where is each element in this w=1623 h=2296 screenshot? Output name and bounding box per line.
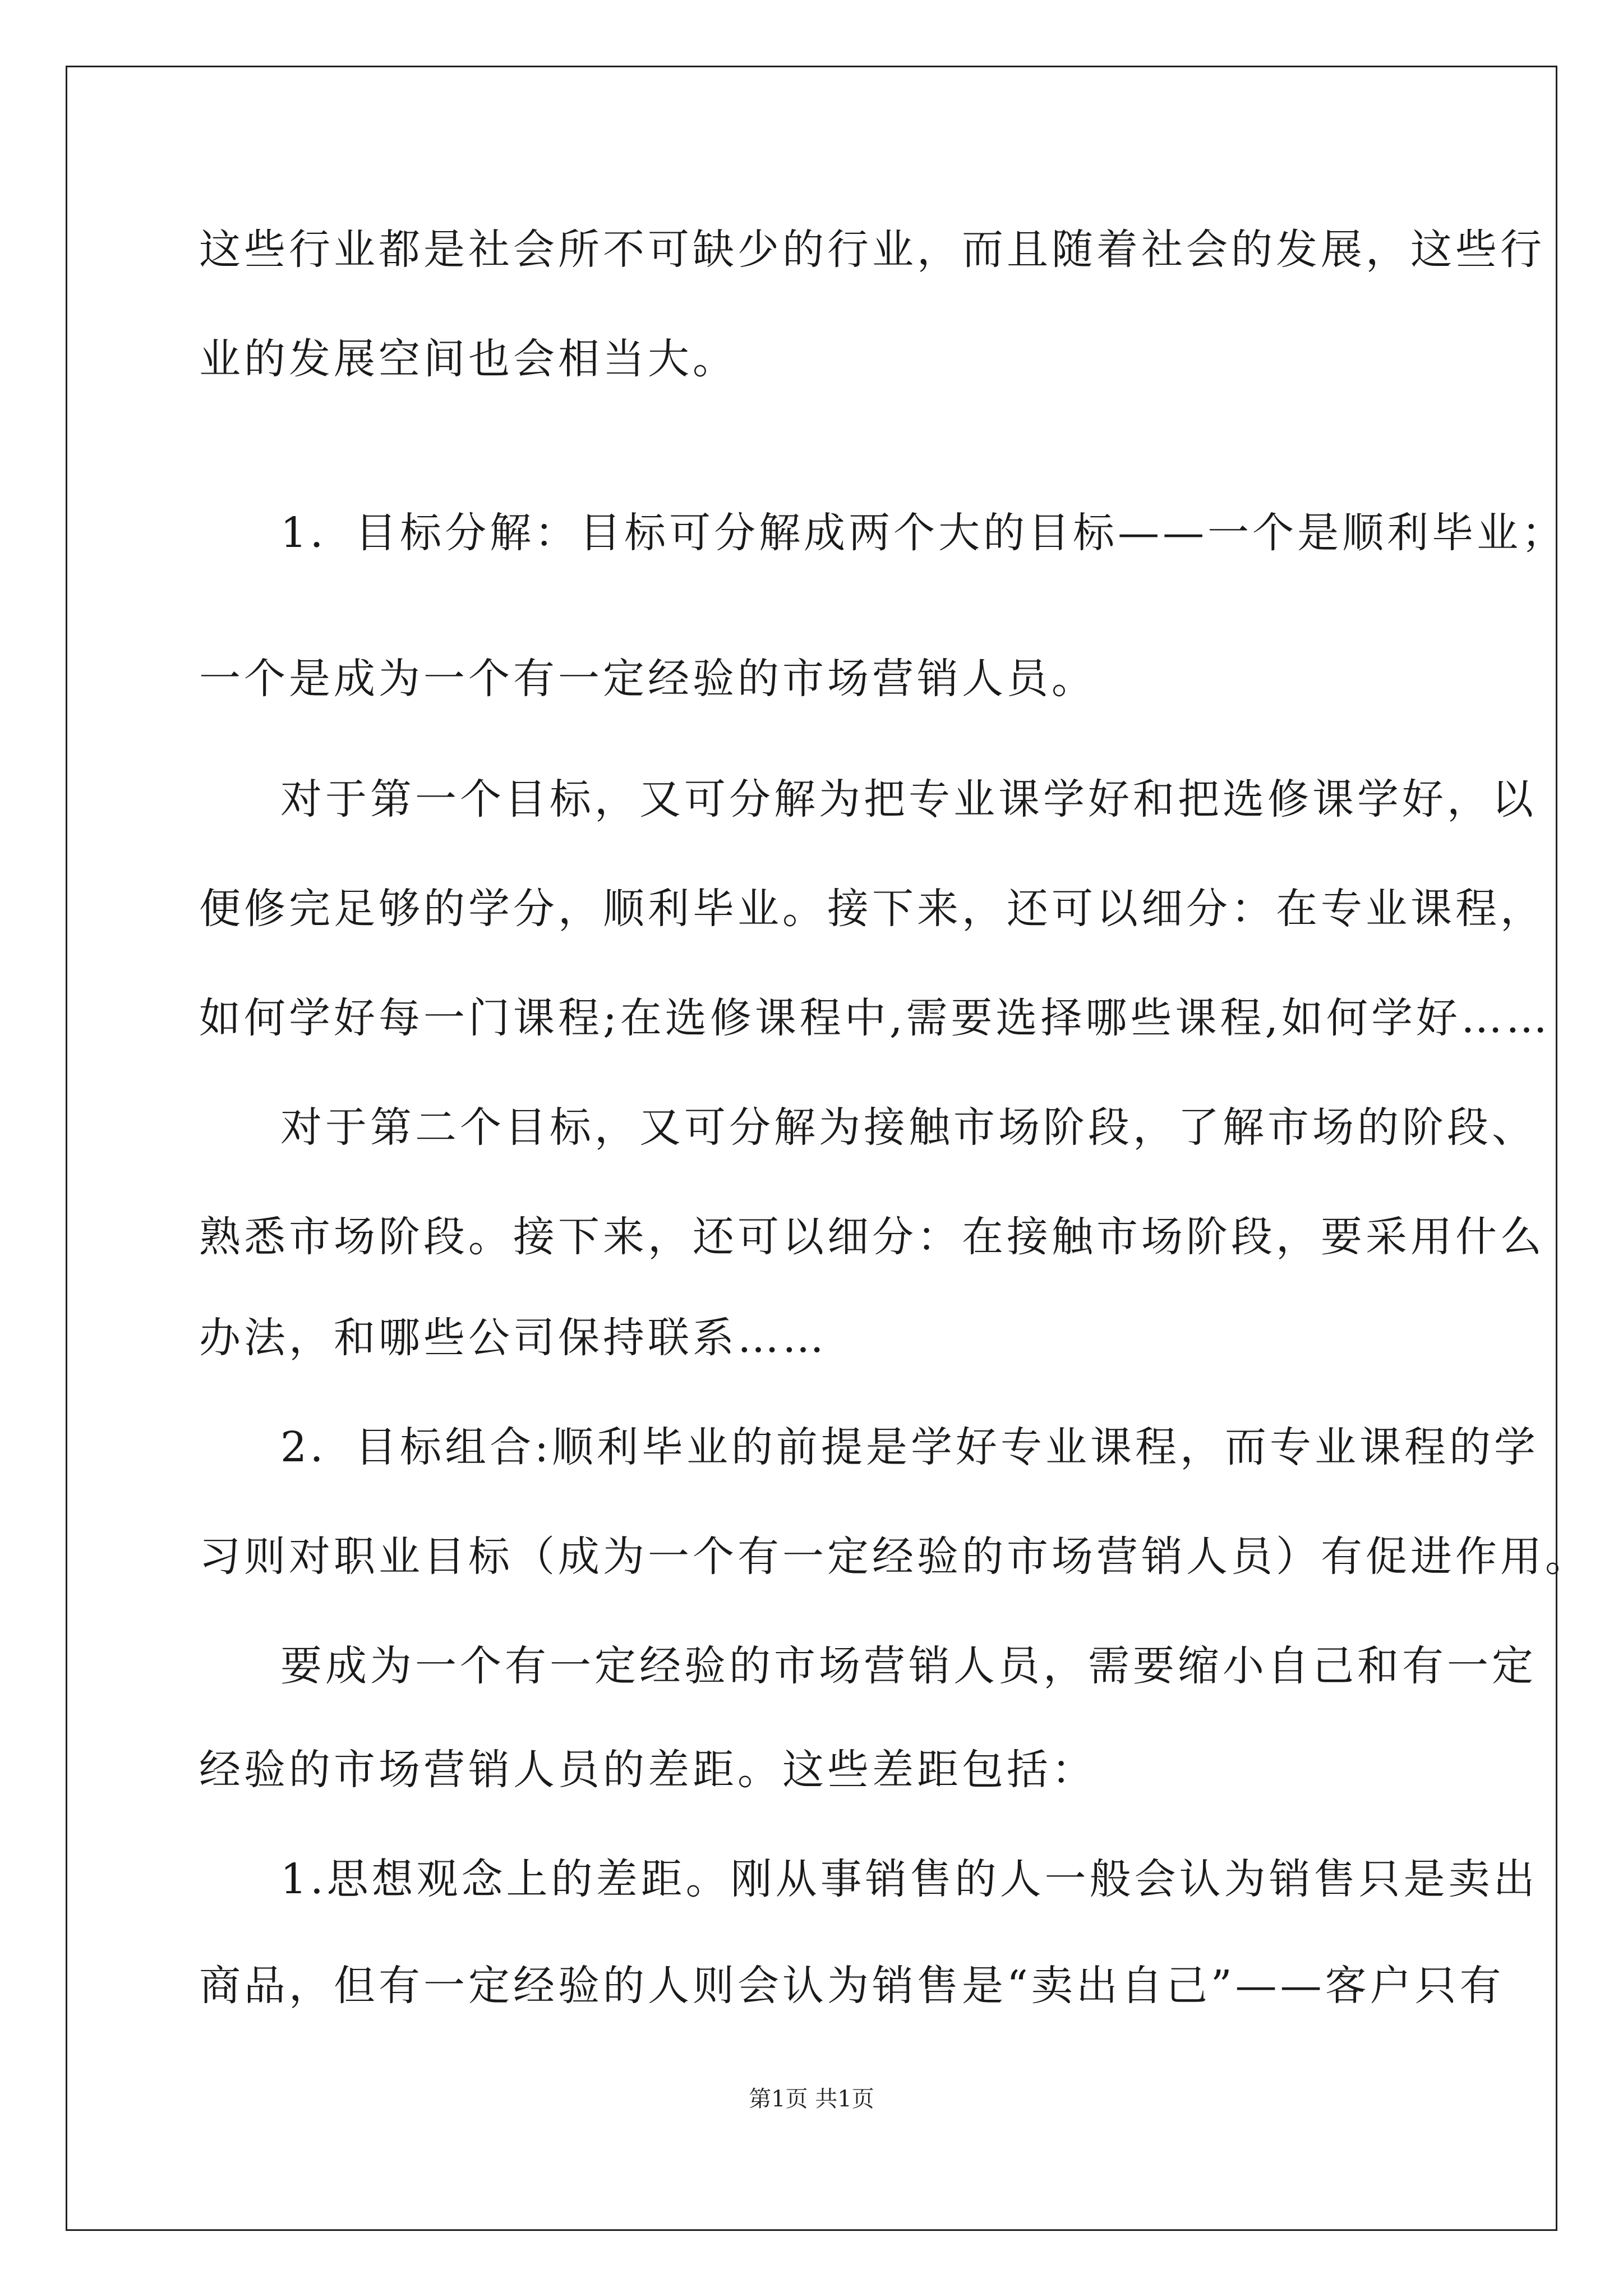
text-line: 对于第一个目标，又可分解为把专业课学好和把选修课学好，以 bbox=[280, 775, 1537, 823]
text-line: 如何学好每一门课程;在选修课程中,需要选择哪些课程,如何学好…… bbox=[199, 994, 1551, 1042]
text-line: 业的发展空间也会相当大。 bbox=[199, 335, 737, 383]
text-line: 习则对职业目标（成为一个有一定经验的市场营销人员）有促进作用。 bbox=[199, 1533, 1590, 1581]
text-line: 1.思想观念上的差距。刚从事销售的人一般会认为销售只是卖出 bbox=[280, 1855, 1538, 1903]
text-line: 1．目标分解：目标可分解成两个大的目标——一个是顺利毕业； bbox=[280, 509, 1567, 557]
text-line: 对于第二个目标，又可分解为接触市场阶段，了解市场的阶段、 bbox=[280, 1103, 1537, 1152]
text-line: 要成为一个有一定经验的市场营销人员，需要缩小自己和有一定 bbox=[280, 1642, 1537, 1690]
text-line: 熟悉市场阶段。接下来，还可以细分：在接触市场阶段，要采用什么 bbox=[199, 1213, 1545, 1261]
page-number: 第1页 共1页 bbox=[749, 2086, 874, 2112]
text-line: 商品，但有一定经验的人则会认为销售是“卖出自己”——客户只有 bbox=[199, 1962, 1505, 2010]
text-line: 办法，和哪些公司保持联系…… bbox=[199, 1314, 827, 1362]
text-line: 便修完足够的学分，顺利毕业。接下来，还可以细分：在专业课程， bbox=[199, 885, 1545, 933]
text-line: 这些行业都是社会所不可缺少的行业，而且随着社会的发展，这些行 bbox=[199, 226, 1545, 274]
text-line: 一个是成为一个有一定经验的市场营销人员。 bbox=[199, 655, 1096, 703]
text-line: 经验的市场营销人员的差距。这些差距包括： bbox=[199, 1746, 1096, 1794]
text-line: 2．目标组合:顺利毕业的前提是学好专业课程，而专业课程的学 bbox=[280, 1423, 1539, 1471]
